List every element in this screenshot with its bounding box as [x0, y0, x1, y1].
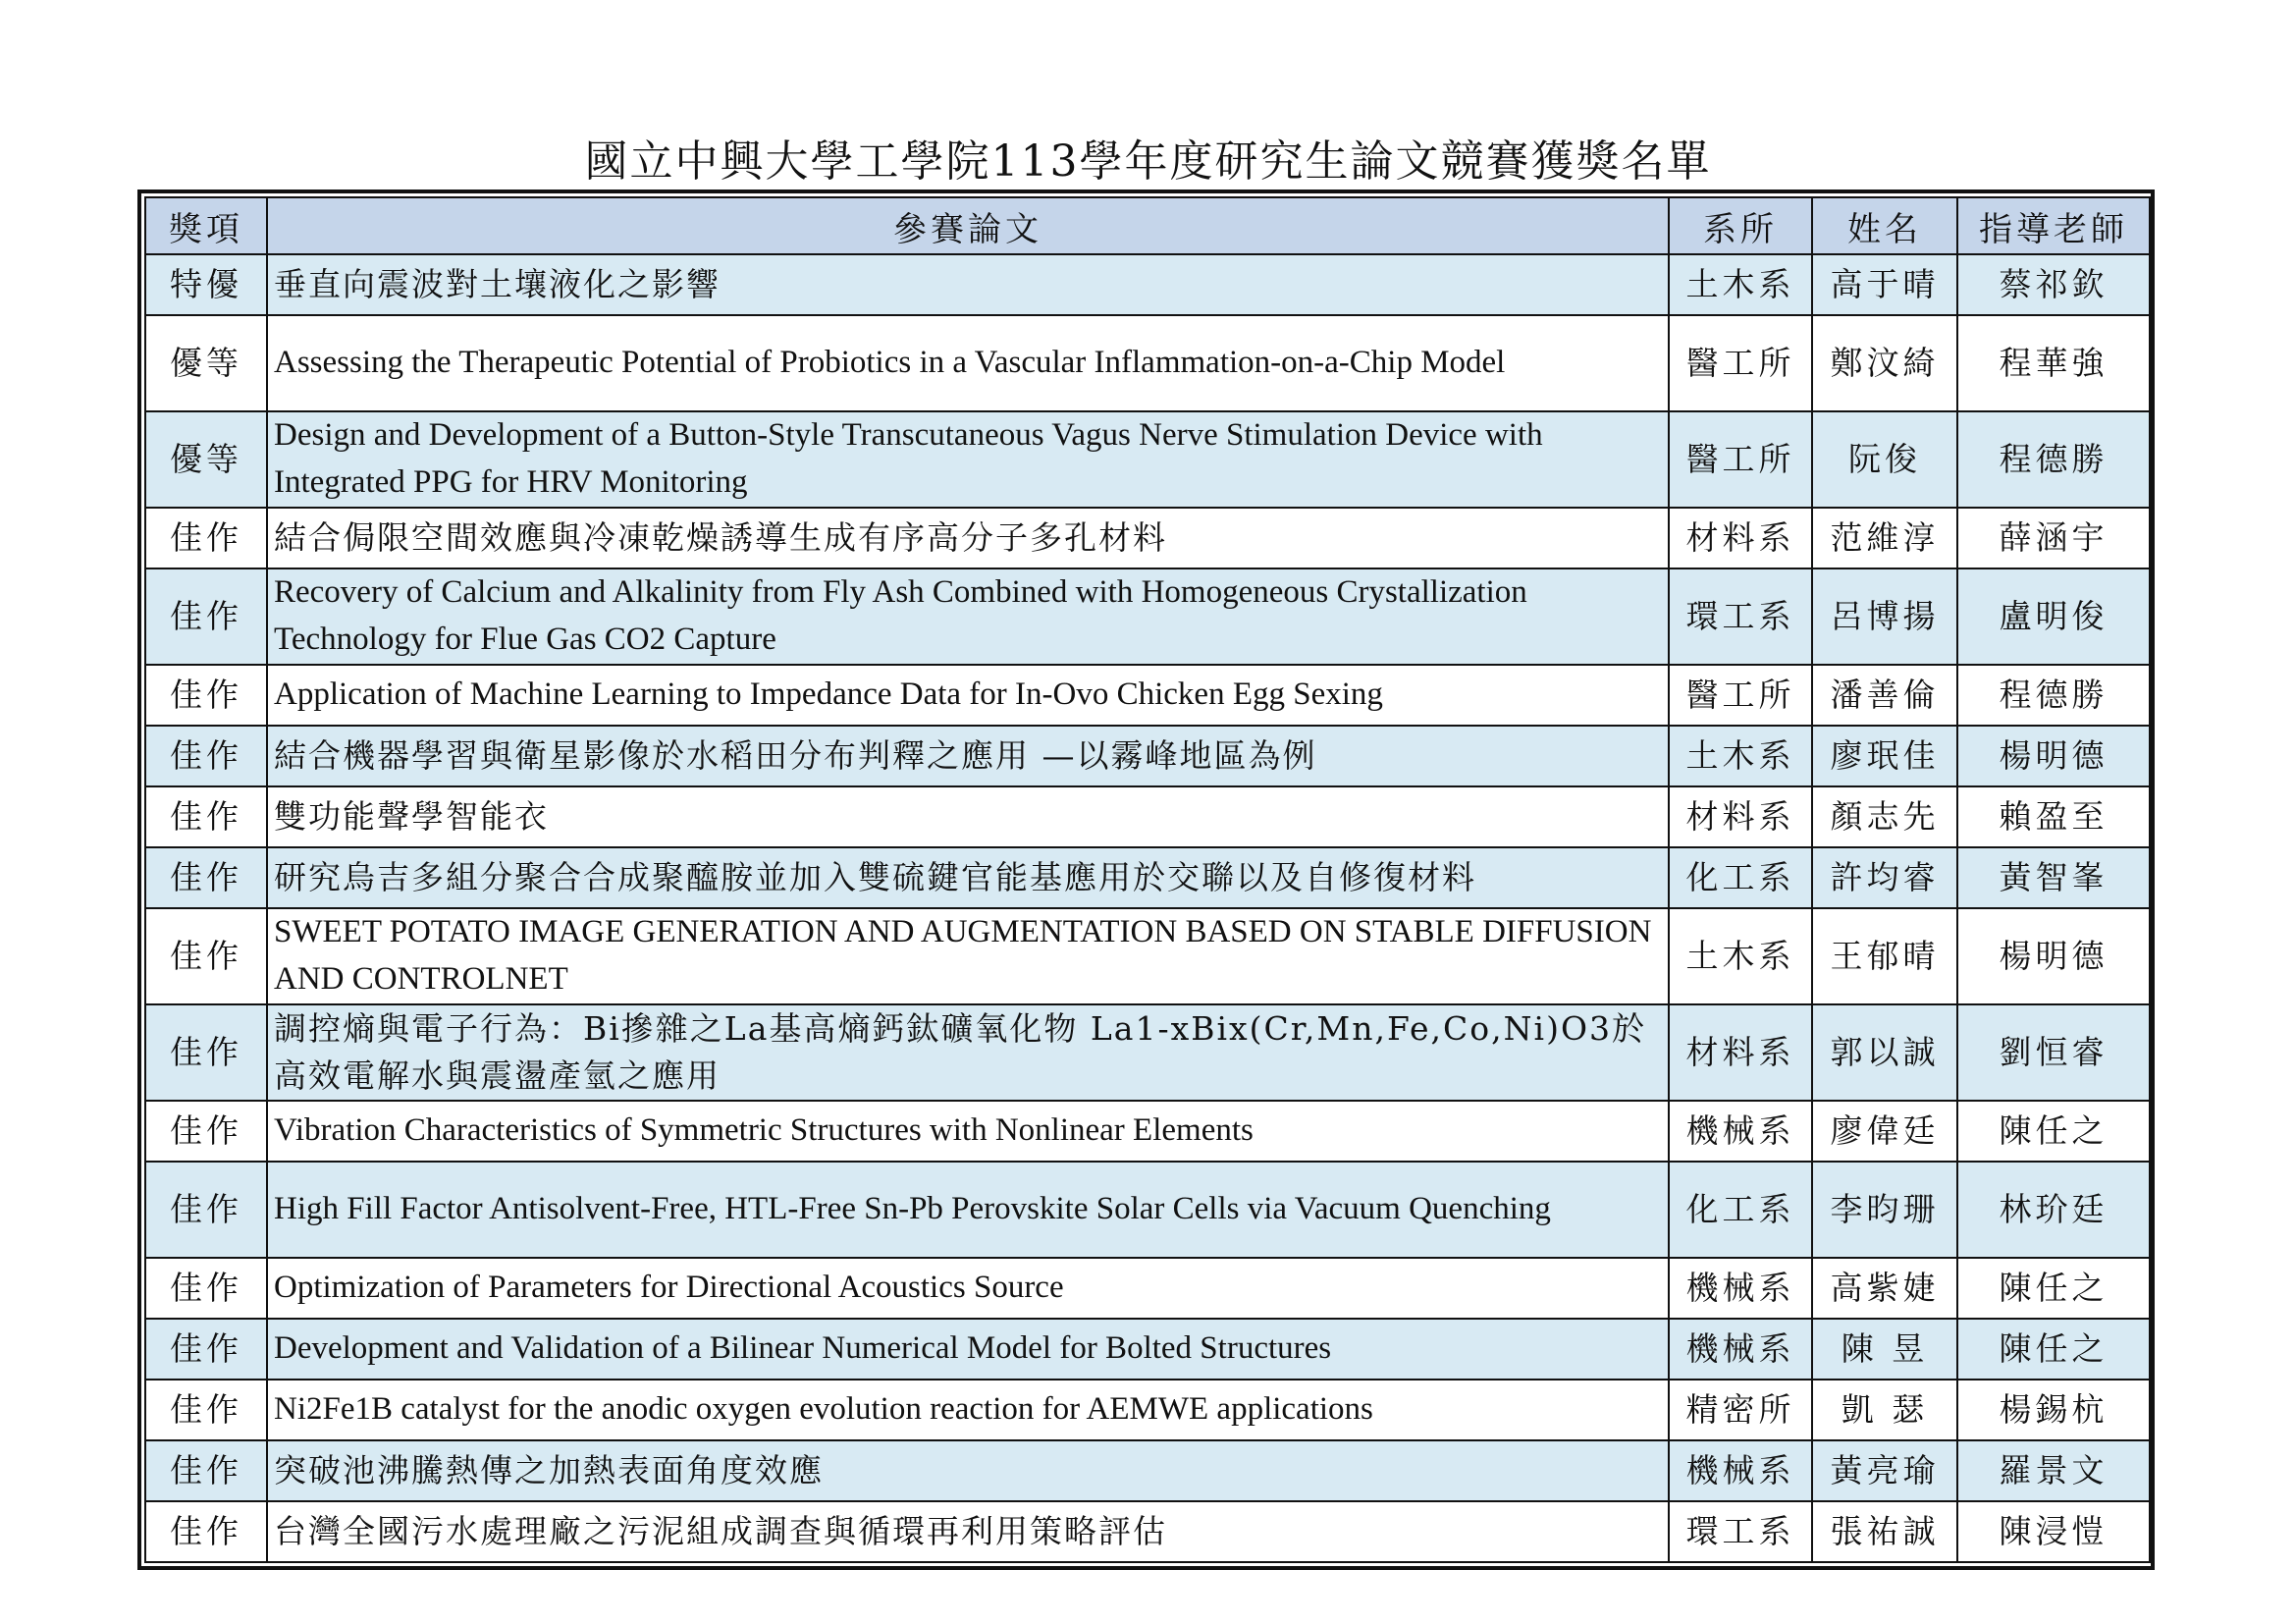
advisor-cell: 程德勝 — [1957, 411, 2150, 508]
dept-cell: 環工系 — [1669, 568, 1812, 665]
award-cell: 佳作 — [145, 847, 267, 908]
student-name-cell: 凱 瑟 — [1812, 1380, 1957, 1440]
paper-title-cell: Optimization of Parameters for Directional Acoustics Source — [267, 1258, 1669, 1319]
table-row — [145, 1004, 2150, 1101]
award-cell: 優等 — [145, 315, 267, 411]
award-cell: 佳作 — [145, 1258, 267, 1319]
header-advisor: 指導老師 — [1957, 197, 2150, 254]
table-row — [145, 726, 2150, 786]
table-row — [145, 315, 2150, 411]
award-cell: 佳作 — [145, 1501, 267, 1562]
award-cell: 佳作 — [145, 1319, 267, 1380]
student-name-cell: 顏志先 — [1812, 786, 1957, 847]
student-name-cell: 許均睿 — [1812, 847, 1957, 908]
student-name-cell: 郭以誠 — [1812, 1004, 1957, 1101]
award-cell: 佳作 — [145, 1101, 267, 1162]
table-row — [145, 254, 2150, 315]
table-row — [145, 1501, 2150, 1562]
dept-cell: 醫工所 — [1669, 411, 1812, 508]
student-name-cell: 廖珉佳 — [1812, 726, 1957, 786]
student-name-cell: 張祐誠 — [1812, 1501, 1957, 1562]
advisor-cell: 楊明德 — [1957, 726, 2150, 786]
advisor-cell: 程華強 — [1957, 315, 2150, 411]
paper-title-cell: Ni2Fe1B catalyst for the anodic oxygen evolution reaction for AEMWE applications — [267, 1380, 1669, 1440]
student-name-cell: 高紫婕 — [1812, 1258, 1957, 1319]
student-name-cell: 潘善倫 — [1812, 665, 1957, 726]
dept-cell: 材料系 — [1669, 1004, 1812, 1101]
advisor-cell: 劉恒睿 — [1957, 1004, 2150, 1101]
table-row — [145, 508, 2150, 568]
advisor-cell: 楊明德 — [1957, 908, 2150, 1004]
student-name-cell: 鄭汶綺 — [1812, 315, 1957, 411]
header-dept: 系所 — [1669, 197, 1812, 254]
award-table-frame — [137, 189, 2155, 1570]
advisor-cell: 蔡祁欽 — [1957, 254, 2150, 315]
student-name-cell: 廖偉廷 — [1812, 1101, 1957, 1162]
award-cell: 佳作 — [145, 1380, 267, 1440]
table-row — [145, 786, 2150, 847]
table-row — [145, 568, 2150, 665]
dept-cell: 機械系 — [1669, 1101, 1812, 1162]
table-row — [145, 665, 2150, 726]
advisor-cell: 賴盈至 — [1957, 786, 2150, 847]
table-row — [145, 1162, 2150, 1258]
dept-cell: 化工系 — [1669, 1162, 1812, 1258]
table-row — [145, 411, 2150, 508]
table-header-row — [145, 197, 2150, 254]
advisor-cell: 楊錫杭 — [1957, 1380, 2150, 1440]
table-row — [145, 1101, 2150, 1162]
advisor-cell: 陳任之 — [1957, 1319, 2150, 1380]
dept-cell: 土木系 — [1669, 726, 1812, 786]
award-cell: 特優 — [145, 254, 267, 315]
paper-title-cell: SWEET POTATO IMAGE GENERATION AND AUGMENTATION BASED ON STABLE DIFFUSION AND CONTROLNET — [267, 908, 1669, 1004]
paper-title-cell: Assessing the Therapeutic Potential of Probiotics in a Vascular Inflammation-on-a-Chip Model — [267, 315, 1669, 411]
page-title: 國立中興大學工學院113學年度研究生論文競賽獲獎名單 — [584, 136, 1712, 187]
award-cell: 佳作 — [145, 726, 267, 786]
dept-cell: 機械系 — [1669, 1258, 1812, 1319]
paper-title-cell: Development and Validation of a Bilinear Numerical Model for Bolted Structures — [267, 1319, 1669, 1380]
table-row — [145, 1258, 2150, 1319]
dept-cell: 機械系 — [1669, 1319, 1812, 1380]
header-name: 姓名 — [1812, 197, 1957, 254]
student-name-cell: 高于晴 — [1812, 254, 1957, 315]
paper-title-cell: 垂直向震波對土壤液化之影響 — [267, 254, 1669, 315]
award-cell: 佳作 — [145, 1004, 267, 1101]
award-cell: 佳作 — [145, 1440, 267, 1501]
paper-title-cell: High Fill Factor Antisolvent-Free, HTL-Free Sn-Pb Perovskite Solar Cells via Vacuum Quenching — [267, 1162, 1669, 1258]
student-name-cell: 李昀珊 — [1812, 1162, 1957, 1258]
table-row — [145, 1319, 2150, 1380]
student-name-cell: 王郁晴 — [1812, 908, 1957, 1004]
paper-title-cell: 突破池沸騰熱傳之加熱表面角度效應 — [267, 1440, 1669, 1501]
table-row — [145, 908, 2150, 1004]
dept-cell: 材料系 — [1669, 508, 1812, 568]
paper-title-cell: Recovery of Calcium and Alkalinity from Fly Ash Combined with Homogeneous Crystallization Technology for Flue Gas CO2 Capture — [267, 568, 1669, 665]
paper-title-cell: 結合機器學習與衛星影像於水稻田分布判釋之應用 —以霧峰地區為例 — [267, 726, 1669, 786]
paper-title-cell: Application of Machine Learning to Impedance Data for In-Ovo Chicken Egg Sexing — [267, 665, 1669, 726]
advisor-cell: 陳浸愷 — [1957, 1501, 2150, 1562]
paper-title-cell: 雙功能聲學智能衣 — [267, 786, 1669, 847]
dept-cell: 機械系 — [1669, 1440, 1812, 1501]
dept-cell: 醫工所 — [1669, 665, 1812, 726]
student-name-cell: 范維淳 — [1812, 508, 1957, 568]
paper-title-cell: Vibration Characteristics of Symmetric Structures with Nonlinear Elements — [267, 1101, 1669, 1162]
award-cell: 佳作 — [145, 508, 267, 568]
award-cell: 佳作 — [145, 908, 267, 1004]
award-cell: 佳作 — [145, 568, 267, 665]
dept-cell: 化工系 — [1669, 847, 1812, 908]
paper-title-cell: 研究烏吉多組分聚合合成聚醯胺並加入雙硫鍵官能基應用於交聯以及自修復材料 — [267, 847, 1669, 908]
advisor-cell: 程德勝 — [1957, 665, 2150, 726]
dept-cell: 土木系 — [1669, 908, 1812, 1004]
advisor-cell: 薛涵宇 — [1957, 508, 2150, 568]
dept-cell: 材料系 — [1669, 786, 1812, 847]
award-cell: 優等 — [145, 411, 267, 508]
header-award: 獎項 — [145, 197, 267, 254]
paper-title-cell: 調控熵與電子行為：Bi摻雜之La基高熵鈣鈦礦氧化物 La1-xBix(Cr,Mn,Fe,Co,Ni)O3於高效電解水與震盪產氫之應用 — [267, 1004, 1669, 1101]
dept-cell: 土木系 — [1669, 254, 1812, 315]
dept-cell: 醫工所 — [1669, 315, 1812, 411]
table-row — [145, 1440, 2150, 1501]
table-row — [145, 847, 2150, 908]
award-cell: 佳作 — [145, 786, 267, 847]
student-name-cell: 呂博揚 — [1812, 568, 1957, 665]
table-row — [145, 1380, 2150, 1440]
dept-cell: 精密所 — [1669, 1380, 1812, 1440]
paper-title-cell: 台灣全國污水處理廠之污泥組成調查與循環再利用策略評估 — [267, 1501, 1669, 1562]
advisor-cell: 羅景文 — [1957, 1440, 2150, 1501]
advisor-cell: 陳任之 — [1957, 1101, 2150, 1162]
advisor-cell: 盧明俊 — [1957, 568, 2150, 665]
advisor-cell: 黃智峯 — [1957, 847, 2150, 908]
award-cell: 佳作 — [145, 1162, 267, 1258]
paper-title-cell: 結合侷限空間效應與冷凍乾燥誘導生成有序高分子多孔材料 — [267, 508, 1669, 568]
paper-title-cell: Design and Development of a Button-Style Transcutaneous Vagus Nerve Stimulation Device with Integrated PPG for HRV Monitoring — [267, 411, 1669, 508]
award-table — [144, 196, 2151, 1563]
student-name-cell: 阮俊 — [1812, 411, 1957, 508]
advisor-cell: 陳任之 — [1957, 1258, 2150, 1319]
header-paper: 參賽論文 — [267, 197, 1669, 254]
advisor-cell: 林玠廷 — [1957, 1162, 2150, 1258]
student-name-cell: 陳 昱 — [1812, 1319, 1957, 1380]
student-name-cell: 黃亮瑜 — [1812, 1440, 1957, 1501]
dept-cell: 環工系 — [1669, 1501, 1812, 1562]
award-cell: 佳作 — [145, 665, 267, 726]
